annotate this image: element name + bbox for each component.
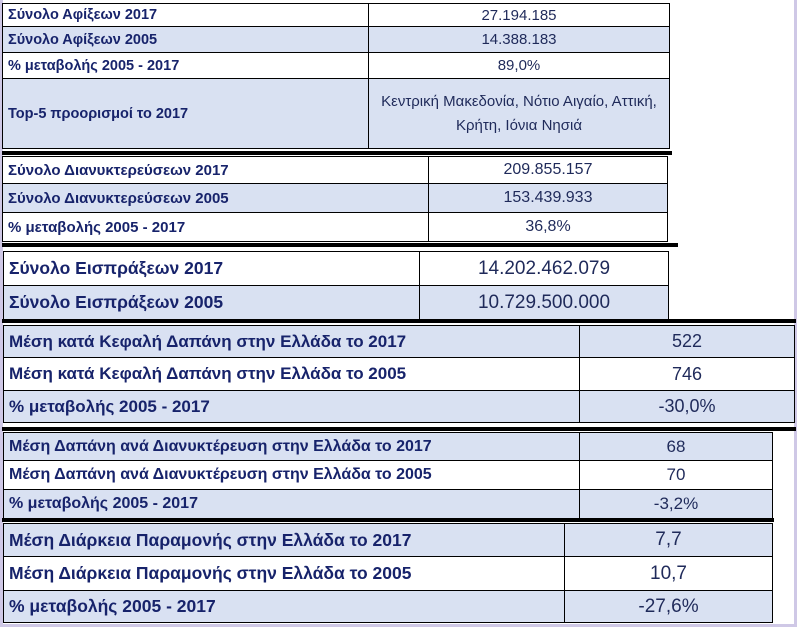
stay-2005-value: 10,7 bbox=[565, 557, 773, 591]
table-row bbox=[4, 524, 773, 557]
stay-table bbox=[3, 523, 773, 623]
table-row bbox=[4, 358, 795, 391]
table-row bbox=[4, 490, 773, 519]
overnights-change-value: 36,8% bbox=[429, 213, 668, 242]
table-row bbox=[4, 252, 669, 286]
section-divider bbox=[2, 319, 796, 323]
stay-2005-label: Μέση Διάρκεια Παραμονής στην Ελλάδα το 2005 bbox=[4, 557, 565, 591]
receipts-table bbox=[3, 251, 669, 320]
per-capita-change-label: % μεταβολής 2005 - 2017 bbox=[4, 391, 580, 423]
arrivals-2005-label: Σύνολο Αφίξεων 2005 bbox=[3, 27, 369, 53]
per-capita-2005-value: 746 bbox=[580, 358, 795, 391]
arrivals-change-value: 89,0% bbox=[369, 53, 670, 79]
receipts-2017-value: 14.202.462.079 bbox=[420, 252, 669, 286]
per-capita-2005-label: Μέση κατά Κεφαλή Δαπάνη στην Ελλάδα το 2005 bbox=[4, 358, 580, 391]
section-divider bbox=[2, 518, 774, 522]
arrivals-table bbox=[2, 3, 670, 149]
table-row bbox=[4, 391, 795, 423]
top5-destinations-label: Top-5 προορισμοί το 2017 bbox=[3, 79, 369, 149]
overnights-2017-label: Σύνολο Διανυκτερεύσεων 2017 bbox=[3, 157, 429, 184]
top5-destinations-value: Κεντρική Μακεδονία, Νότιο Αιγαίο, Αττική, Κρήτη, Ιόνια Νησιά bbox=[369, 79, 670, 149]
stay-change-value: -27,6% bbox=[565, 591, 773, 623]
section-divider bbox=[2, 151, 672, 155]
overnights-2017-value: 209.855.157 bbox=[429, 157, 668, 184]
receipts-2005-label: Σύνολο Εισπράξεων 2005 bbox=[4, 286, 420, 320]
per-night-2017-label: Μέση Δαπάνη ανά Διανυκτέρευση στην Ελλάδα το 2017 bbox=[4, 433, 580, 461]
table-row bbox=[4, 591, 773, 623]
table-row bbox=[4, 557, 773, 591]
stay-2017-value: 7,7 bbox=[565, 524, 773, 557]
receipts-2017-label: Σύνολο Εισπράξεων 2017 bbox=[4, 252, 420, 286]
overnights-2005-label: Σύνολο Διανυκτερεύσεων 2005 bbox=[3, 184, 429, 213]
overnights-change-label: % μεταβολής 2005 - 2017 bbox=[3, 213, 429, 242]
table-row bbox=[3, 27, 670, 53]
per-night-table bbox=[3, 432, 773, 519]
arrivals-change-label: % μεταβολής 2005 - 2017 bbox=[3, 53, 369, 79]
stay-change-label: % μεταβολής 2005 - 2017 bbox=[4, 591, 565, 623]
arrivals-2005-value: 14.388.183 bbox=[369, 27, 670, 53]
table-row bbox=[3, 53, 670, 79]
section-divider bbox=[2, 243, 678, 247]
table-row bbox=[3, 4, 670, 27]
arrivals-2017-value: 27.194.185 bbox=[369, 4, 670, 27]
per-capita-2017-label: Μέση κατά Κεφαλή Δαπάνη στην Ελλάδα το 2017 bbox=[4, 326, 580, 358]
overnights-table bbox=[2, 156, 668, 242]
per-night-2005-value: 70 bbox=[580, 461, 773, 490]
table-row bbox=[4, 326, 795, 358]
table-row bbox=[4, 286, 669, 320]
overnights-2005-value: 153.439.933 bbox=[429, 184, 668, 213]
per-night-change-value: -3,2% bbox=[580, 490, 773, 519]
per-night-2017-value: 68 bbox=[580, 433, 773, 461]
per-capita-table bbox=[3, 325, 795, 423]
table-row bbox=[3, 157, 668, 184]
per-capita-change-value: -30,0% bbox=[580, 391, 795, 423]
receipts-2005-value: 10.729.500.000 bbox=[420, 286, 669, 320]
table-row bbox=[3, 213, 668, 242]
section-divider bbox=[2, 427, 796, 431]
table-row bbox=[4, 433, 773, 461]
per-night-2005-label: Μέση Δαπάνη ανά Διανυκτέρευση στην Ελλάδα το 2005 bbox=[4, 461, 580, 490]
table-row bbox=[3, 184, 668, 213]
arrivals-2017-label: Σύνολο Αφίξεων 2017 bbox=[3, 4, 369, 27]
table-row bbox=[4, 461, 773, 490]
stay-2017-label: Μέση Διάρκεια Παραμονής στην Ελλάδα το 2017 bbox=[4, 524, 565, 557]
per-capita-2017-value: 522 bbox=[580, 326, 795, 358]
table-row bbox=[3, 79, 670, 149]
per-night-change-label: % μεταβολής 2005 - 2017 bbox=[4, 490, 580, 519]
